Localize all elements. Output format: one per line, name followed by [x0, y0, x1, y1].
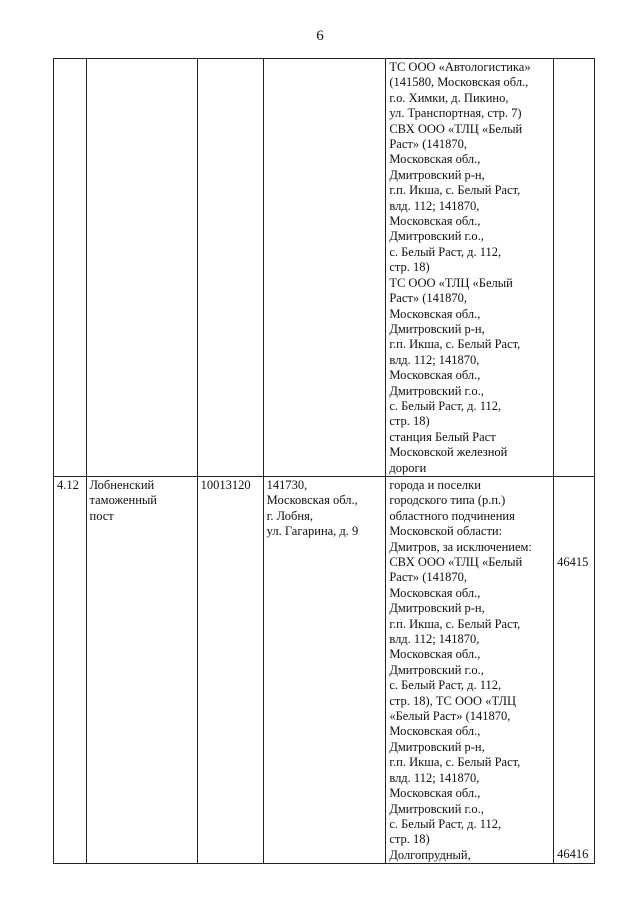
text-line: дороги — [389, 460, 427, 475]
text-line: г.п. Икша, с. Белый Раст, — [389, 755, 521, 770]
text-line: ТС ООО «ТЛЦ «Белый — [389, 275, 513, 290]
text-line: ТС ООО «Автологистика» — [389, 60, 531, 74]
cell-post-name — [86, 476, 197, 863]
text-line: Дмитровский р-н, — [389, 167, 485, 182]
text-line: стр. 18) — [389, 260, 430, 275]
text-line: г.п. Икша, с. Белый Раст, — [389, 183, 521, 198]
table-row-4-12 — [54, 476, 595, 863]
cell-post-code: 10013120 — [197, 476, 263, 863]
text-line: областного подчинения — [389, 508, 515, 523]
text-line: с. Белый Раст, д. 112, — [389, 678, 502, 693]
text-line: Московская обл., — [389, 214, 481, 229]
text-line: Лобненский — [89, 477, 155, 492]
post-name-lines — [90, 478, 194, 524]
text-line: Московская обл., — [389, 152, 481, 167]
text-line: стр. 18), ТС ООО «ТЛЦ — [389, 693, 516, 708]
text-line: Московская обл., — [389, 647, 481, 662]
cell-number — [54, 59, 87, 477]
text-line: (141580, Московская обл., — [389, 75, 529, 90]
text-line: влд. 112; 141870, — [389, 770, 480, 785]
text-line: «Белый Раст» (141870, — [389, 709, 511, 724]
text-line: влд. 112; 141870, — [389, 352, 480, 367]
text-line: стр. 18) — [389, 414, 430, 429]
page-number: 6 — [316, 28, 324, 44]
text-line: СВХ ООО «ТЛЦ «Белый — [389, 555, 523, 569]
cell-post-code — [197, 59, 263, 477]
text-line: Московская обл., — [389, 585, 481, 600]
text-line: с. Белый Раст, д. 112, — [389, 816, 502, 831]
text-line: городского типа (р.п.) — [389, 493, 506, 508]
text-line: г.п. Икша, с. Белый Раст, — [389, 616, 521, 631]
cell-oktmo — [554, 59, 595, 477]
customs-table — [53, 58, 595, 864]
text-line: стр. 18) — [389, 832, 430, 847]
oktmo-code-dolgoprudny: 46416 — [557, 846, 589, 861]
cell-zone — [386, 59, 554, 477]
text-line: с. Белый Раст, д. 112, — [389, 398, 502, 413]
text-line: Дмитровский р-н, — [389, 739, 485, 754]
cell-post-name — [86, 59, 197, 477]
cell-post-address — [263, 59, 386, 477]
cell-number: 4.12 — [54, 476, 87, 863]
table-row-continuation — [54, 59, 595, 477]
text-line: Московская обл., — [389, 306, 481, 321]
text-line: ул. Гагарина, д. 9 — [266, 524, 359, 539]
cell-zone — [386, 476, 554, 863]
text-line: пост — [89, 508, 114, 523]
text-line: г. Лобня, — [266, 508, 313, 523]
text-line: Московской области: — [389, 524, 503, 539]
text-line: Долгопрудный, — [389, 847, 471, 862]
text-line: Дмитровский р-н, — [389, 321, 485, 336]
text-line: Раст» (141870, — [389, 137, 468, 152]
text-line: Раст» (141870, — [389, 291, 468, 306]
text-line: Раст» (141870, — [389, 570, 468, 585]
text-line: 141730, — [266, 477, 308, 492]
text-line: станция Белый Раст — [389, 429, 496, 444]
text-line: г.п. Икша, с. Белый Раст, — [389, 337, 521, 352]
address-lines — [267, 478, 383, 540]
text-line: Московская обл., — [389, 724, 481, 739]
text-line: Дмитровский г.о., — [389, 801, 484, 816]
text-line: Московская обл., — [389, 786, 481, 801]
text-line: влд. 112; 141870, — [389, 198, 480, 213]
text-line: Московской железной — [389, 445, 508, 460]
text-line: Московская обл., — [266, 493, 358, 508]
zone-lines — [389, 478, 550, 863]
text-line: влд. 112; 141870, — [389, 632, 480, 647]
text-line: с. Белый Раст, д. 112, — [389, 244, 502, 259]
cell-post-address — [263, 476, 386, 863]
text-line: города и поселки — [389, 477, 481, 492]
text-line: таможенный — [89, 493, 157, 508]
oktmo-code-dmitrov: 46415 — [557, 554, 589, 569]
text-line: Дмитров, за исключением: — [389, 539, 532, 554]
text-line: Дмитровский г.о., — [389, 383, 484, 398]
cell-oktmo — [554, 476, 595, 863]
text-line: Московская обл., — [389, 368, 481, 383]
text-line: г.о. Химки, д. Пикино, — [389, 90, 509, 105]
text-line: ул. Транспортная, стр. 7) — [389, 106, 522, 121]
text-line: СВХ ООО «ТЛЦ «Белый — [389, 121, 523, 136]
text-line: Дмитровский г.о., — [389, 229, 484, 244]
zone-lines — [389, 60, 550, 476]
text-line: Дмитровский г.о., — [389, 662, 484, 677]
text-line: Дмитровский р-н, — [389, 601, 485, 616]
